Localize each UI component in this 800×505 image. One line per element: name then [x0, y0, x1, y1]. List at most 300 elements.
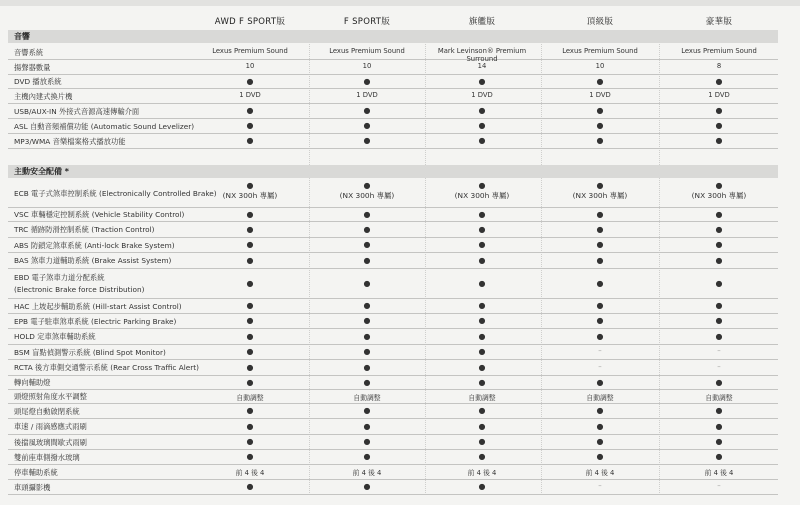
value-cell: [312, 136, 422, 145]
value-cell: [545, 301, 655, 310]
value-cell: [664, 47, 774, 55]
table-row: [8, 179, 778, 208]
row-label: BAS 煞車力道輔助系統 (Brake Assist System): [14, 256, 172, 265]
cell-value: 自動調整: [586, 393, 614, 402]
value-cell: [664, 181, 774, 200]
value-cell: [195, 422, 305, 431]
cell-value: ●: [363, 347, 371, 356]
row-label: EPB 電子駐車煞車系統 (Electric Parking Brake): [14, 316, 177, 326]
value-cell: [312, 256, 422, 265]
row-label: 轉向輔助燈: [14, 378, 51, 387]
cell-value: ●: [363, 301, 371, 310]
value-cell: [664, 77, 774, 86]
table-row: [8, 360, 778, 376]
value-cell: [545, 225, 655, 234]
row-label: BSM 盲點偵測警示系統 (Blind Spot Monitor): [14, 347, 166, 357]
value-cell: [312, 121, 422, 130]
value-cell: [545, 378, 655, 387]
cell-value: ●: [478, 209, 486, 219]
cell-value: ●: [596, 406, 604, 415]
cell-value: ●: [596, 421, 604, 431]
table-row: [8, 222, 778, 238]
cell-note: (NX 300h 專屬): [454, 191, 510, 200]
cell-value: 自動調整: [705, 393, 733, 402]
cell-value: ●: [596, 331, 604, 341]
column-header: 頂級版: [586, 17, 614, 27]
cell-value: ●: [246, 362, 254, 372]
column-header: 旗艦版: [468, 17, 496, 27]
value-cell: [427, 347, 537, 356]
cell-note: (NX 300h 專屬): [339, 191, 395, 200]
cell-value: 1 DVD: [708, 91, 730, 99]
cell-value: 1 DVD: [239, 91, 261, 99]
table-row: [8, 376, 778, 390]
value-cell: [545, 279, 655, 288]
cell-value: ●: [246, 278, 254, 288]
value-cell: [195, 91, 305, 99]
value-cell: [664, 279, 774, 288]
value-cell: [195, 467, 305, 477]
value-cell: [312, 392, 422, 402]
cell-value: ●: [246, 482, 254, 491]
value-cell: [312, 240, 422, 249]
value-cell: [664, 106, 774, 115]
table-row: [8, 208, 778, 222]
row-label: RCTA 後方車側交通警示系統 (Rear Cross Traffic Alert): [14, 363, 199, 372]
cell-value: ●: [363, 278, 371, 288]
cell-value: ●: [363, 76, 371, 86]
column-header: F SPORT版: [343, 17, 391, 27]
cell-value: ●: [246, 301, 254, 310]
cell-value: 8: [716, 62, 722, 70]
value-cell: [545, 256, 655, 265]
cell-value: 自動調整: [236, 393, 264, 402]
row-label: USB/AUX-IN 外接式音源高速傳輸介面: [14, 106, 140, 116]
cell-value: ●: [715, 301, 723, 310]
table-row: [8, 419, 778, 435]
row-label: 後擋風玻璃間歇式雨刷: [14, 437, 87, 447]
row-label: HAC 上坡起步輔助系統 (Hill-start Assist Control): [14, 301, 182, 311]
row-label: VSC 車輛穩定控制系統 (Vehicle Stability Control): [14, 210, 185, 219]
cell-value: ●: [596, 255, 604, 265]
value-cell: [312, 279, 422, 288]
cell-value: ●: [596, 209, 604, 219]
value-cell: [312, 316, 422, 325]
row-label: 雙前座車側撥水玻璃: [14, 452, 80, 462]
cell-value: ●: [246, 452, 254, 461]
value-cell: [195, 136, 305, 145]
cell-value: –: [598, 482, 602, 490]
cell-value: ●: [478, 406, 486, 415]
cell-value: 10: [595, 62, 605, 70]
value-cell: [427, 91, 537, 99]
value-cell: [427, 77, 537, 86]
cell-value: ●: [596, 136, 604, 145]
value-cell: [195, 378, 305, 387]
cell-value: ●: [478, 106, 486, 115]
row-label: MP3/WMA 音樂檔案格式播放功能: [14, 136, 126, 146]
cell-value: ●: [246, 76, 254, 86]
value-cell: [195, 482, 305, 491]
cell-value: ●: [246, 331, 254, 341]
value-cell: [195, 240, 305, 249]
cell-value: ●: [596, 377, 604, 387]
value-cell: [664, 452, 774, 461]
value-cell: [312, 363, 422, 372]
table-row: [8, 89, 778, 104]
cell-value: ●: [596, 301, 604, 310]
cell-value: ●: [363, 209, 371, 219]
value-cell: [195, 256, 305, 265]
table-row: [8, 345, 778, 360]
value-cell: [545, 47, 655, 55]
value-cell: [427, 392, 537, 402]
cell-value: ●: [715, 316, 723, 325]
value-cell: [427, 181, 537, 200]
value-cell: [664, 225, 774, 234]
value-cell: [427, 437, 537, 446]
value-cell: [312, 77, 422, 86]
value-cell: [312, 91, 422, 99]
cell-value: ●: [596, 452, 604, 461]
value-cell: [427, 467, 537, 477]
value-cell: [312, 378, 422, 387]
cell-value: 前 4 後 4: [704, 469, 734, 477]
section-header: 音響: [8, 30, 778, 43]
cell-value: ●: [596, 106, 604, 115]
value-cell: [195, 301, 305, 310]
cell-value: ●: [715, 209, 723, 219]
cell-value: 1 DVD: [589, 91, 611, 99]
row-label: 頭尾燈自動啟閉系統: [14, 406, 80, 416]
value-cell: [195, 181, 305, 200]
cell-value: ●: [363, 136, 371, 145]
value-cell: [427, 363, 537, 372]
table-row: [8, 390, 778, 404]
value-cell: [545, 106, 655, 115]
cell-value: Lexus Premium Sound: [329, 47, 405, 55]
value-cell: [312, 301, 422, 310]
table-row: [8, 314, 778, 329]
cell-value: ●: [246, 437, 254, 446]
cell-value: ●: [246, 181, 254, 190]
value-cell: [427, 225, 537, 234]
cell-value: 前 4 後 4: [235, 469, 265, 477]
cell-value: ●: [363, 181, 371, 190]
cell-value: ●: [246, 406, 254, 415]
table-row: [8, 60, 778, 75]
value-cell: [195, 279, 305, 288]
value-cell: [664, 136, 774, 145]
value-cell: [195, 47, 305, 55]
cell-value: 自動調整: [468, 393, 496, 402]
value-cell: [427, 121, 537, 130]
cell-note: (NX 300h 專屬): [222, 191, 278, 200]
cell-note: (NX 300h 專屬): [572, 191, 628, 200]
value-cell: [312, 452, 422, 461]
cell-value: ●: [478, 301, 486, 310]
value-cell: [545, 422, 655, 431]
cell-value: ●: [246, 209, 254, 219]
cell-value: ●: [596, 224, 604, 234]
cell-value: ●: [478, 255, 486, 265]
cell-value: ●: [363, 240, 371, 249]
cell-value: ●: [363, 106, 371, 115]
value-cell: [195, 62, 305, 70]
value-cell: [427, 301, 537, 310]
value-cell: [664, 240, 774, 249]
cell-value: 1 DVD: [356, 91, 378, 99]
cell-value: ●: [246, 121, 254, 130]
value-cell: [312, 422, 422, 431]
cell-value: ●: [478, 76, 486, 86]
cell-value: ●: [363, 482, 371, 491]
cell-value: ●: [478, 121, 486, 130]
table-row: [8, 119, 778, 134]
cell-value: Lexus Premium Sound: [212, 47, 288, 55]
cell-value: ●: [363, 406, 371, 415]
cell-value: ●: [478, 347, 486, 356]
value-cell: [427, 482, 537, 491]
cell-value: 前 4 後 4: [585, 469, 615, 477]
cell-value: Mark Levinson® Premium Surround: [437, 47, 527, 63]
table-row: [8, 45, 778, 63]
section-header: 主動安全配備 *: [8, 165, 778, 178]
value-cell: [195, 106, 305, 115]
row-label: ECB 電子式煞車控制系統 (Electronically Controlled Brake): [14, 188, 217, 198]
cell-value: ●: [478, 421, 486, 431]
cell-value: ●: [478, 224, 486, 234]
value-cell: [427, 378, 537, 387]
value-cell: [195, 406, 305, 415]
value-cell: [312, 482, 422, 491]
cell-value: ●: [478, 331, 486, 341]
row-label-secondary: (Electronic Brake force Distribution): [14, 285, 145, 294]
cell-value: ●: [478, 316, 486, 325]
table-row: [8, 329, 778, 345]
value-cell: [545, 482, 655, 490]
value-cell: [427, 452, 537, 461]
cell-value: ●: [715, 136, 723, 145]
value-cell: [664, 316, 774, 325]
value-cell: [195, 332, 305, 341]
table-row: [8, 435, 778, 450]
cell-value: ●: [715, 406, 723, 415]
value-cell: [195, 347, 305, 356]
value-cell: [312, 210, 422, 219]
value-cell: [312, 62, 422, 70]
cell-value: 自動調整: [353, 393, 381, 402]
cell-value: ●: [363, 121, 371, 130]
cell-value: ●: [715, 452, 723, 461]
value-cell: [427, 406, 537, 415]
value-cell: [427, 106, 537, 115]
cell-value: ●: [363, 255, 371, 265]
value-cell: [545, 77, 655, 86]
value-cell: [545, 332, 655, 341]
table-row: [8, 104, 778, 119]
table-row: [8, 299, 778, 314]
cell-value: –: [717, 482, 721, 490]
cell-value: ●: [246, 421, 254, 431]
cell-value: ●: [363, 452, 371, 461]
value-cell: [427, 256, 537, 265]
cell-value: ●: [363, 377, 371, 387]
table-row: [8, 480, 778, 495]
cell-value: ●: [715, 121, 723, 130]
cell-value: ●: [715, 224, 723, 234]
row-label: 揚聲器數量: [14, 62, 51, 72]
value-cell: [545, 181, 655, 200]
cell-value: 10: [362, 62, 372, 70]
cell-value: ●: [246, 240, 254, 249]
cell-value: ●: [596, 121, 604, 130]
cell-value: ●: [246, 347, 254, 356]
value-cell: [545, 452, 655, 461]
row-label: ABS 防鎖定煞車系統 (Anti-lock Brake System): [14, 240, 175, 250]
value-cell: [312, 106, 422, 115]
cell-value: –: [717, 362, 721, 371]
cell-value: ●: [596, 278, 604, 288]
value-cell: [545, 62, 655, 70]
value-cell: [545, 363, 655, 371]
cell-value: ●: [478, 136, 486, 145]
cell-value: ●: [596, 437, 604, 446]
value-cell: [664, 62, 774, 70]
value-cell: [545, 467, 655, 477]
value-cell: [664, 363, 774, 371]
row-label: 車速 / 雨滴感應式雨刷: [14, 422, 87, 431]
value-cell: [545, 316, 655, 325]
table-row: [8, 75, 778, 89]
cell-value: 1 DVD: [471, 91, 493, 99]
value-cell: [545, 240, 655, 249]
row-label: 車頭攝影機: [14, 482, 51, 492]
cell-value: ●: [363, 224, 371, 234]
row-label: HOLD 定車煞車輔助系統: [14, 332, 96, 341]
cell-value: ●: [246, 106, 254, 115]
value-cell: [427, 279, 537, 288]
value-cell: [312, 347, 422, 356]
table-row: [8, 465, 778, 480]
cell-value: ●: [715, 255, 723, 265]
row-label: 停車輔助系統: [14, 467, 58, 477]
row-label: TRC 循跡防滑控制系統 (Traction Control): [14, 225, 155, 234]
cell-value: ●: [478, 278, 486, 288]
cell-value: ●: [363, 362, 371, 372]
cell-value: ●: [715, 437, 723, 446]
value-cell: [664, 482, 774, 490]
cell-value: ●: [715, 76, 723, 86]
cell-value: ●: [478, 240, 486, 249]
table-row: [8, 238, 778, 253]
cell-value: ●: [478, 181, 486, 190]
cell-value: ●: [596, 76, 604, 86]
top-strip: [0, 0, 800, 6]
cell-value: ●: [715, 377, 723, 387]
cell-value: ●: [363, 421, 371, 431]
table-row: [8, 269, 778, 299]
value-cell: [664, 467, 774, 477]
row-label: EBD 電子煞車力道分配系統: [14, 273, 105, 282]
value-cell: [664, 91, 774, 99]
value-cell: [664, 121, 774, 130]
value-cell: [664, 378, 774, 387]
value-cell: [427, 210, 537, 219]
value-cell: [664, 347, 774, 355]
cell-note: (NX 300h 專屬): [691, 191, 747, 200]
cell-value: ●: [363, 331, 371, 341]
value-cell: [545, 210, 655, 219]
row-label: ASL 自動音頻補償功能 (Automatic Sound Levelizer): [14, 121, 195, 131]
cell-value: –: [598, 347, 602, 355]
cell-value: ●: [478, 377, 486, 387]
value-cell: [664, 256, 774, 265]
table-row: [8, 450, 778, 465]
value-cell: [195, 77, 305, 86]
cell-value: ●: [478, 452, 486, 461]
value-cell: [427, 422, 537, 431]
cell-value: 前 4 後 4: [352, 469, 382, 477]
value-cell: [664, 332, 774, 341]
cell-value: ●: [246, 136, 254, 145]
cell-value: ●: [478, 482, 486, 491]
value-cell: [312, 332, 422, 341]
cell-value: ●: [246, 377, 254, 387]
cell-value: ●: [246, 224, 254, 234]
value-cell: [664, 437, 774, 446]
cell-value: –: [598, 362, 602, 371]
value-cell: [545, 347, 655, 355]
cell-value: Lexus Premium Sound: [562, 47, 638, 55]
cell-value: ●: [715, 421, 723, 431]
cell-value: ●: [715, 181, 723, 190]
value-cell: [664, 392, 774, 402]
value-cell: [427, 240, 537, 249]
value-cell: [195, 210, 305, 219]
row-label: 頭燈照射角度水平調整: [14, 392, 87, 401]
cell-value: 14: [477, 62, 487, 70]
table-row: [8, 134, 778, 149]
value-cell: [664, 422, 774, 431]
value-cell: [427, 316, 537, 325]
cell-value: ●: [715, 278, 723, 288]
value-cell: [195, 316, 305, 325]
cell-value: ●: [596, 240, 604, 249]
cell-value: ●: [715, 106, 723, 115]
value-cell: [545, 136, 655, 145]
value-cell: [195, 225, 305, 234]
value-cell: [195, 392, 305, 402]
value-cell: [545, 406, 655, 415]
value-cell: [312, 437, 422, 446]
table-row: [8, 404, 778, 419]
value-cell: [545, 91, 655, 99]
row-label: 音響系統: [14, 47, 44, 57]
value-cell: [427, 136, 537, 145]
value-cell: [545, 392, 655, 402]
value-cell: [427, 62, 537, 70]
cell-value: Lexus Premium Sound: [681, 47, 757, 55]
value-cell: [195, 452, 305, 461]
value-cell: [195, 121, 305, 130]
value-cell: [664, 406, 774, 415]
cell-value: ●: [715, 240, 723, 249]
value-cell: [312, 406, 422, 415]
cell-value: ●: [363, 437, 371, 446]
cell-value: ●: [478, 362, 486, 372]
value-cell: [195, 437, 305, 446]
